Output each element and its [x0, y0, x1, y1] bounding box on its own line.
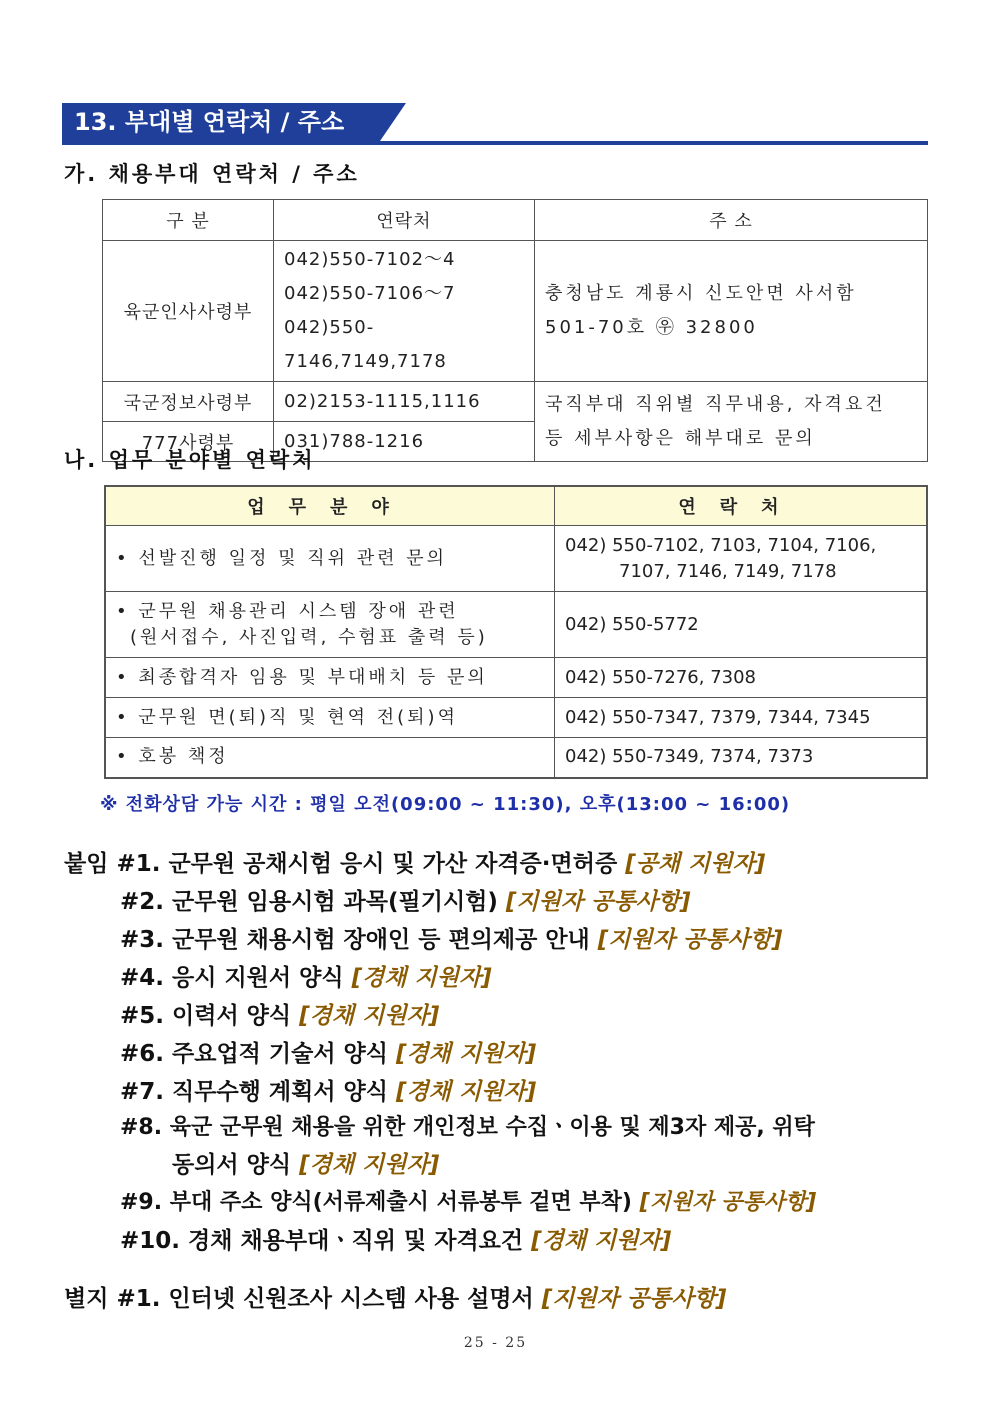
unit-name: 777사령부: [103, 422, 274, 462]
task-contact-table: [104, 485, 928, 779]
attachment-tag: [경채 지원자]: [299, 1003, 440, 1029]
attachment-text: #8. 육군 군무원 채용을 위한 개인정보 수집ㆍ이용 및 제3자 제공, 위탁: [120, 1115, 815, 1140]
section-header-underline: [62, 141, 928, 145]
attachment-item: [64, 849, 765, 879]
phone-line: 042)550-7146,7149,7178: [284, 317, 447, 372]
attachment-text: 붙임 #1. 군무원 공채시험 응시 및 가산 자격증·면허증: [64, 851, 618, 877]
attachment-item: [120, 1226, 671, 1256]
attachment-text: #2. 군무원 임용시험 과목(필기시험): [120, 889, 498, 915]
header-contact: 연락처: [274, 200, 535, 241]
note-line: 등 세부사항은 해부대로 문의: [545, 427, 816, 449]
tel-line: 7107, 7146, 7149, 7178: [619, 560, 837, 582]
attachment-text: #6. 주요업적 기술서 양식: [120, 1041, 388, 1067]
phone-hours-note: ※ 전화상담 가능 시간 : 평일 오전(09:00 ~ 11:30), 오후(13:00 ~ 16:00): [100, 794, 791, 815]
subheading-a: 가. 채용부대 연락처 / 주소: [64, 162, 360, 186]
unit-phone: [274, 241, 535, 382]
unit-name: 육군인사사령부: [103, 241, 274, 382]
attachment-text: #3. 군무원 채용시험 장애인 등 편의제공 안내: [120, 927, 590, 953]
attachment-text: #9. 부대 주소 양식(서류제출시 서류봉투 겉면 부착): [120, 1190, 632, 1215]
attachment-item: [120, 887, 690, 917]
attachment-item: [120, 925, 782, 955]
attachment-tag: [경채 지원자]: [351, 965, 492, 991]
table-row: [103, 382, 928, 422]
annex-item: [64, 1284, 726, 1314]
attachment-tag: [경채 지원자]: [531, 1228, 672, 1254]
tel-cell: 042) 550-7276, 7308: [555, 658, 928, 698]
attachment-tag: [지원자 공통사항]: [505, 889, 691, 915]
table-row: [105, 526, 927, 592]
phone-line: 042)550-7102～4: [284, 249, 456, 270]
phone-line: 042)550-7106～7: [284, 283, 456, 304]
table-row: [105, 738, 927, 778]
attachment-item: [120, 1113, 815, 1143]
note-line: 국직부대 직위별 직무내용, 자격요건: [545, 393, 886, 415]
attachment-tag: [경채 지원자]: [396, 1079, 537, 1105]
attachment-tag: [지원자 공통사항]: [597, 927, 783, 953]
tel-cell: 042) 550-7347, 7379, 7344, 7345: [555, 698, 928, 738]
annex-tag: [지원자 공통사항]: [541, 1286, 727, 1312]
table-header-row: [105, 486, 927, 526]
shared-note: [535, 382, 928, 462]
attachment-item: [120, 963, 492, 993]
attachment-item: [172, 1150, 439, 1180]
tel-cell: [555, 526, 928, 592]
task-line: • 군무원 채용관리 시스템 장애 관련: [116, 600, 459, 622]
header-contact: 연락처: [555, 486, 928, 526]
table-row: [105, 658, 927, 698]
unit-contact-table: [102, 199, 928, 462]
attachment-text: #10. 경채 채용부대ㆍ직위 및 자격요건: [120, 1228, 524, 1254]
attachment-text: #7. 직무수행 계획서 양식: [120, 1079, 388, 1105]
attachment-item: [120, 1188, 816, 1218]
page-number: 25 - 25: [463, 1335, 528, 1351]
unit-name: 국군정보사령부: [103, 382, 274, 422]
unit-phone: 031)788-1216: [274, 422, 535, 462]
table-row: [105, 592, 927, 658]
table-row: [103, 241, 928, 382]
attachment-item: [120, 1077, 536, 1107]
task-cell: [105, 592, 555, 658]
header-task: 업무분야: [105, 486, 555, 526]
attachment-tag: [공채 지원자]: [625, 851, 766, 877]
task-cell: • 호봉 책정: [105, 738, 555, 778]
task-line: (원서접수, 사진입력, 수험표 출력 등): [130, 626, 488, 648]
tel-cell: 042) 550-7349, 7374, 7373: [555, 738, 928, 778]
tel-line: 042) 550-7102, 7103, 7104, 7106,: [565, 534, 877, 556]
attachment-text: #4. 응시 지원서 양식: [120, 965, 344, 991]
task-cell: • 선발진행 일정 및 직위 관련 문의: [105, 526, 555, 592]
attachment-tag: [경채 지원자]: [299, 1152, 440, 1178]
attachment-text: 동의서 양식: [172, 1152, 292, 1178]
section-title: 13. 부대별 연락처 / 주소: [74, 108, 345, 136]
attachment-tag: [지원자 공통사항]: [639, 1190, 817, 1215]
table-row: [105, 698, 927, 738]
table-header-row: [103, 200, 928, 241]
unit-address: [535, 241, 928, 382]
attachment-text: #5. 이력서 양식: [120, 1003, 292, 1029]
address-line: 501-70호 ㉾ 32800: [545, 317, 758, 338]
attachment-tag: [경채 지원자]: [396, 1041, 537, 1067]
subheading-b: 나. 업무 분야별 연락처: [64, 448, 316, 472]
section-header-arrow: [380, 103, 406, 141]
unit-phone: 02)2153-1115,1116: [274, 382, 535, 422]
header-division: 구 분: [103, 200, 274, 241]
tel-cell: 042) 550-5772: [555, 592, 928, 658]
annex-text: 별지 #1. 인터넷 신원조사 시스템 사용 설명서: [64, 1286, 534, 1312]
task-cell: • 군무원 면(퇴)직 및 현역 전(퇴)역: [105, 698, 555, 738]
address-line: 충청남도 계룡시 신도안면 사서함: [545, 283, 857, 304]
attachment-item: [120, 1001, 439, 1031]
header-address: 주 소: [535, 200, 928, 241]
task-cell: • 최종합격자 임용 및 부대배치 등 문의: [105, 658, 555, 698]
attachment-item: [120, 1039, 536, 1069]
